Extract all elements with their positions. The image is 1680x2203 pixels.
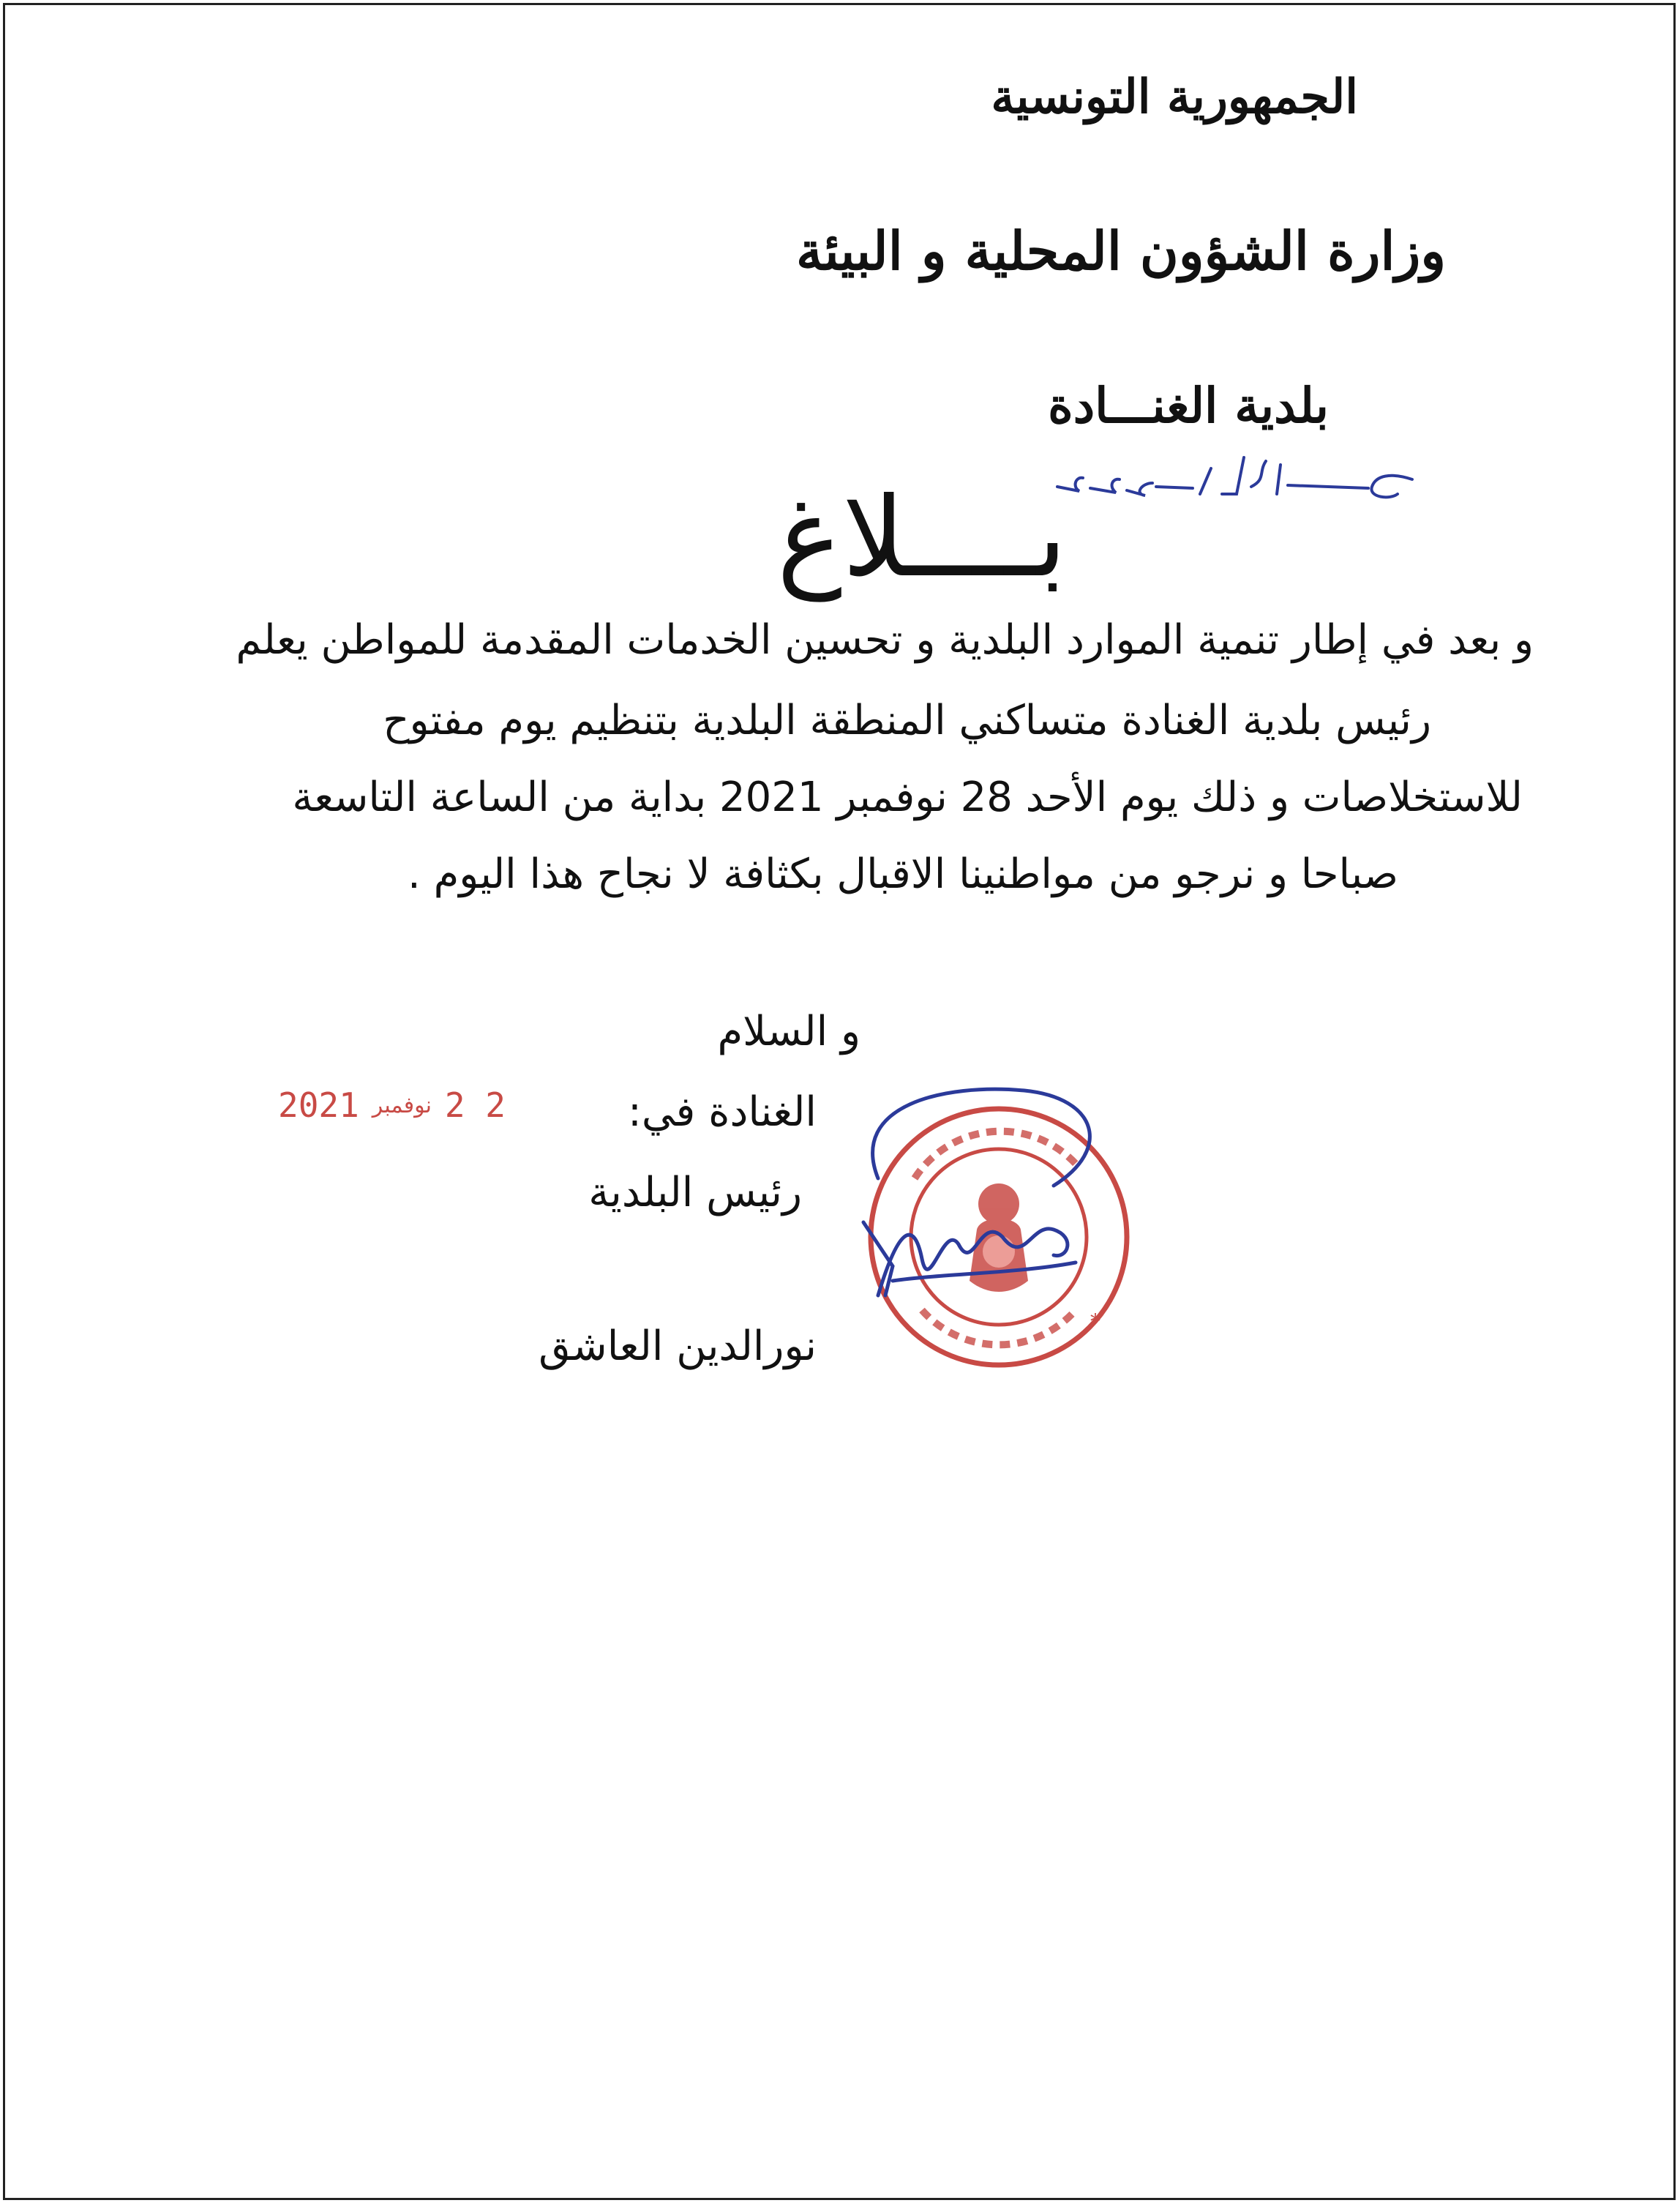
country-name: الجمهورية التونسية bbox=[991, 70, 1358, 124]
ref-number-text: عدد 1245 bbox=[1234, 516, 1239, 517]
place-label: الغنادة في: bbox=[628, 1088, 817, 1136]
svg-text:*: * bbox=[1090, 1309, 1100, 1334]
date-stamp bbox=[278, 1076, 527, 1134]
date-stamp-year: 2021 bbox=[278, 1085, 359, 1125]
signatory-role: رئيس البلدية bbox=[588, 1169, 802, 1216]
ministry-name: وزارة الشؤون المحلية و البيئة bbox=[795, 220, 1446, 282]
date-stamp-month: نوفمبر bbox=[372, 1092, 432, 1118]
body-line-4: صباحا و نرجو من مواطنينا الاقبال بكثافة لا نجاح هذا اليوم . bbox=[408, 850, 1398, 898]
signatory-name: نورالدين العاشق bbox=[539, 1323, 817, 1370]
date-stamp-day: 2 2 bbox=[444, 1085, 506, 1125]
body-line-2: رئيس بلدية الغنادة متساكني المنطقة البلدية بتنظيم يوم مفتوح bbox=[383, 697, 1431, 744]
municipality-name: بلدية الغنـــادة bbox=[1048, 377, 1329, 434]
body-line-1: و بعد في إطار تنمية الموارد البلدية و تحسين الخدمات المقدمة للمواطن يعلم bbox=[236, 616, 1534, 664]
body-line-3: للاستخلاصات و ذلك يوم الأحد 28 نوفمبر 2021 بداية من الساعة التاسعة bbox=[292, 774, 1523, 821]
notice-title: بــــلاغ bbox=[776, 474, 1068, 602]
closing-greeting: و السلام bbox=[717, 1008, 860, 1055]
official-seal-icon bbox=[834, 1076, 1141, 1383]
